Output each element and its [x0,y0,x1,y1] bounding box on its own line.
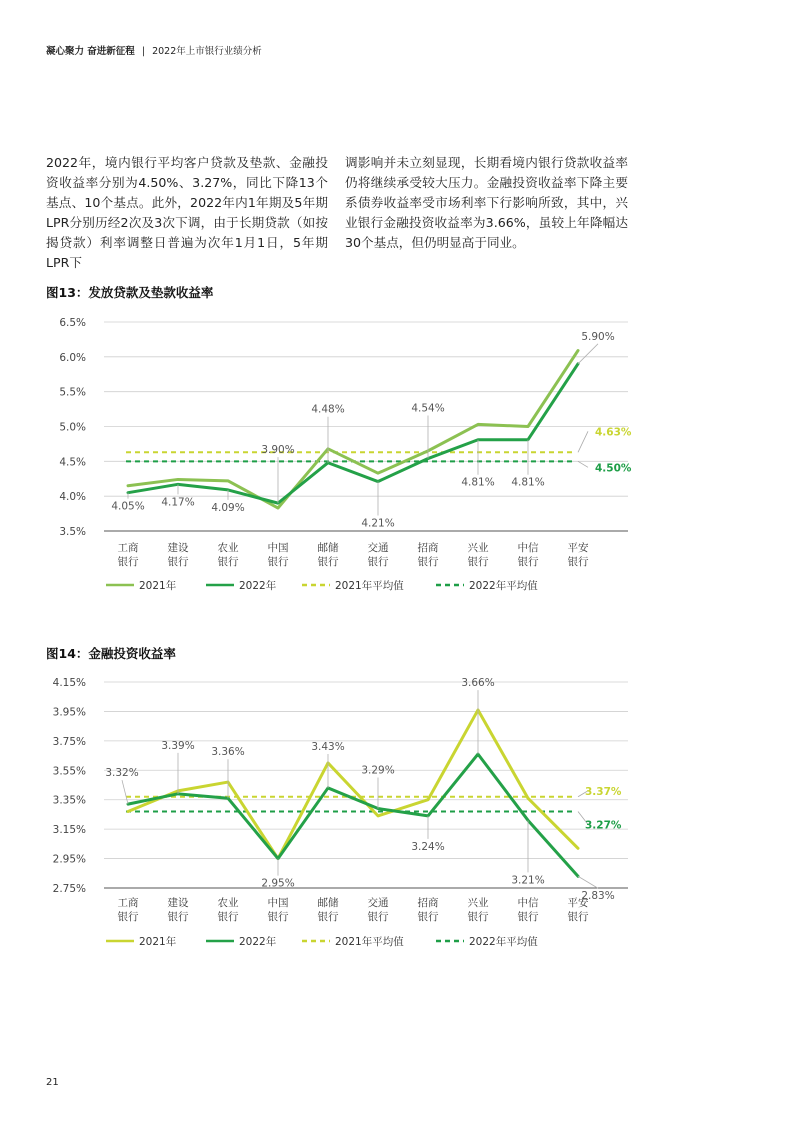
figure-14-title: 图14：金融投资收益率 [46,646,176,661]
x-tick-label: 邮储 [317,542,339,554]
legend-label: 2022年平均值 [469,936,538,948]
x-tick-label: 银行 [517,556,539,568]
x-tick-label: 银行 [317,556,339,568]
y-tick-label: 3.95% [52,706,86,719]
x-tick-label: 邮储 [317,897,339,909]
x-tick-label: 银行 [167,911,189,923]
x-tick-label: 银行 [217,911,239,923]
x-tick-label: 建设 [167,897,189,909]
data-label: 2.95% [261,877,295,890]
average-leader [578,461,588,467]
x-tick-label: 银行 [367,556,389,568]
x-tick-label: 银行 [167,556,189,568]
x-tick-label: 银行 [517,911,539,923]
data-label: 4.81% [511,476,545,489]
y-tick-label: 5.0% [59,421,86,434]
average-label: 4.63% [595,426,632,439]
x-tick-label: 兴业 [467,897,489,909]
x-tick-label: 银行 [467,556,489,568]
figure-13-title: 图13：发放贷款及垫款收益率 [46,285,214,300]
y-tick-label: 3.55% [52,765,86,778]
header-report-title: 2022年上市银行业绩分析 [152,46,262,57]
data-label: 4.05% [111,500,145,513]
body-text-right: 调影响并未立刻显现，长期看境内银行贷款收益率仍将继续承受较大压力。金融投资收益率下降主要系债券收益率受市场利率下行影响所致，其中，兴业银行金融投资收益率为3.66%，虽较上年降幅达30个基点，但仍明显高于同业。 [345,155,628,250]
series-line [128,710,578,859]
x-tick-label: 交通 [367,542,389,554]
average-label: 3.37% [585,785,622,798]
series-line [128,754,578,876]
y-tick-label: 4.15% [52,677,86,689]
data-label-leader [578,876,598,888]
data-label: 3.36% [211,746,245,759]
y-tick-label: 6.5% [59,317,86,329]
x-tick-label: 银行 [567,556,589,568]
legend-label: 2022年 [239,936,277,948]
y-tick-label: 5.5% [59,386,86,399]
y-tick-label: 3.5% [59,526,86,538]
y-tick-label: 3.75% [52,735,86,748]
y-tick-label: 2.95% [52,853,86,866]
x-tick-label: 银行 [567,911,589,923]
x-tick-label: 招商 [417,897,439,909]
data-label: 3.29% [361,764,395,777]
legend-label: 2021年平均值 [335,936,404,948]
legend-label: 2021年平均值 [335,580,404,592]
x-tick-label: 中信 [517,897,539,909]
x-tick-label: 工商 [117,897,139,909]
y-tick-label: 4.0% [59,491,86,504]
data-label: 3.24% [411,840,445,853]
data-label: 4.17% [161,496,195,509]
data-label: 4.21% [361,517,395,530]
x-tick-label: 兴业 [467,542,489,554]
running-header [46,43,262,57]
figure-13-chart [0,305,793,605]
x-tick-label: 招商 [417,542,439,554]
x-tick-label: 中国 [267,542,289,554]
data-label: 4.48% [311,403,345,416]
x-tick-label: 银行 [267,556,289,568]
x-tick-label: 平安 [567,542,589,554]
data-label-leader [122,780,128,804]
x-tick-label: 中国 [267,897,289,909]
x-tick-label: 银行 [467,911,489,923]
average-label: 4.50% [595,462,632,475]
x-tick-label: 中信 [517,542,539,554]
header-slogan: 凝心聚力 奋进新征程 [46,46,135,57]
data-label-leader [578,344,598,364]
data-label: 4.09% [211,501,245,514]
y-tick-label: 4.5% [59,456,86,469]
average-leader [578,431,588,452]
y-tick-label: 2.75% [52,883,86,895]
average-label: 3.27% [585,819,622,832]
data-label: 3.32% [105,767,139,780]
x-tick-label: 农业 [217,542,239,554]
data-label: 3.66% [461,677,495,690]
legend-label: 2022年平均值 [469,580,538,592]
data-label: 4.54% [411,402,445,415]
data-label: 3.21% [511,874,545,887]
legend-label: 2022年 [239,580,277,592]
y-tick-label: 3.15% [52,824,86,837]
x-tick-label: 银行 [417,556,439,568]
x-tick-label: 银行 [417,911,439,923]
body-text-left: 2022年，境内银行平均客户贷款及垫款、金融投资收益率分别为4.50%、3.27%，同比下降13个基点、10个基点。此外，2022年内1年期及5年期LPR分别历经2次及3次下调，由于长期贷款（如按揭贷款）利率调整日普遍为次年1月1日，5年期LPR下 [46,155,328,270]
y-tick-label: 3.35% [52,794,86,807]
data-label: 3.39% [161,739,195,752]
figure-13-svg [0,305,793,605]
legend-label: 2021年 [139,936,177,948]
x-tick-label: 银行 [117,556,139,568]
x-tick-label: 工商 [117,542,139,554]
x-tick-label: 银行 [267,911,289,923]
x-tick-label: 交通 [367,897,389,909]
x-tick-label: 农业 [217,897,239,909]
y-tick-label: 6.0% [59,351,86,364]
x-tick-label: 建设 [167,542,189,554]
data-label: 4.81% [461,476,495,489]
x-tick-label: 银行 [217,556,239,568]
data-label: 3.43% [311,740,345,753]
figure-14-chart [0,666,793,962]
legend-label: 2021年 [139,580,177,592]
figure-14-svg [0,666,793,962]
data-label: 2.83% [581,890,615,903]
data-label: 5.90% [581,330,615,343]
data-label: 3.90% [261,444,295,457]
x-tick-label: 银行 [367,911,389,923]
x-tick-label: 平安 [567,897,589,909]
x-tick-label: 银行 [117,911,139,923]
x-tick-label: 银行 [317,911,339,923]
header-separator: | [141,46,146,57]
page-number: 21 [46,1077,59,1088]
